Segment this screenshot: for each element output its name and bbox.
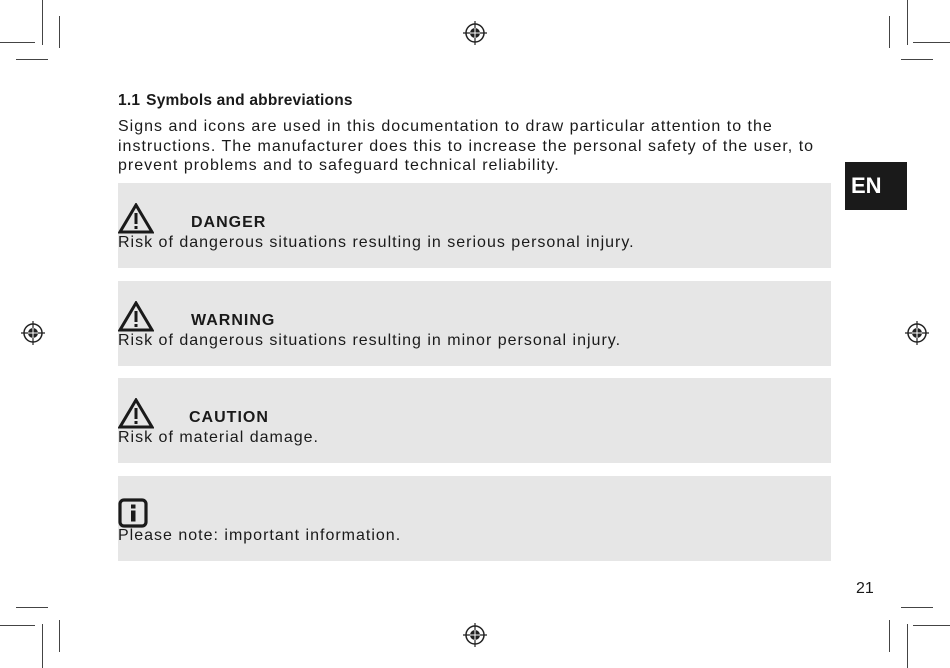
crop-mark: [59, 16, 60, 48]
crop-mark: [889, 620, 890, 652]
warning-triangle-icon: [118, 203, 154, 234]
registration-mark-icon: [463, 21, 487, 45]
registration-mark-icon: [21, 321, 45, 345]
section-heading: [118, 92, 353, 110]
section-intro: Signs and icons are used in this documentation to draw particular attention to the instructions. The manufacturer does this to increase the personal safety of the user, to prevent problems and to safeguard technical reliability.: [118, 118, 815, 174]
notice-warning: [118, 281, 831, 366]
section-title: Symbols and abbreviations: [146, 92, 353, 109]
notice-text: Risk of dangerous situations resulting in serious personal injury.: [118, 234, 635, 251]
crop-mark: [16, 59, 48, 60]
notice-text: Please note: important information.: [118, 527, 402, 544]
section-number: 1.1: [118, 92, 141, 109]
page-number: 21: [856, 580, 874, 597]
notice-text: Risk of dangerous situations resulting in minor personal injury.: [118, 332, 622, 349]
crop-mark: [42, 0, 43, 45]
registration-mark-icon: [463, 623, 487, 647]
crop-mark: [16, 607, 48, 608]
info-icon: [118, 498, 148, 528]
crop-mark: [59, 620, 60, 652]
notice-text: Risk of material damage.: [118, 429, 319, 446]
crop-mark: [42, 624, 43, 668]
language-tab: EN: [845, 162, 907, 210]
crop-mark: [0, 42, 35, 43]
notice-danger: [118, 183, 831, 268]
notice-label: CAUTION: [189, 409, 269, 426]
crop-mark: [901, 607, 933, 608]
crop-mark: [901, 59, 933, 60]
notice-info: [118, 476, 831, 561]
crop-mark: [913, 42, 950, 43]
crop-mark: [907, 0, 908, 45]
crop-mark: [913, 625, 950, 626]
notice-caution: [118, 378, 831, 463]
warning-triangle-icon: [118, 301, 154, 332]
crop-mark: [907, 624, 908, 668]
notice-label: WARNING: [191, 312, 276, 329]
warning-triangle-icon: [118, 398, 154, 429]
notice-label: DANGER: [191, 214, 267, 231]
registration-mark-icon: [905, 321, 929, 345]
crop-mark: [889, 16, 890, 48]
crop-mark: [0, 625, 35, 626]
